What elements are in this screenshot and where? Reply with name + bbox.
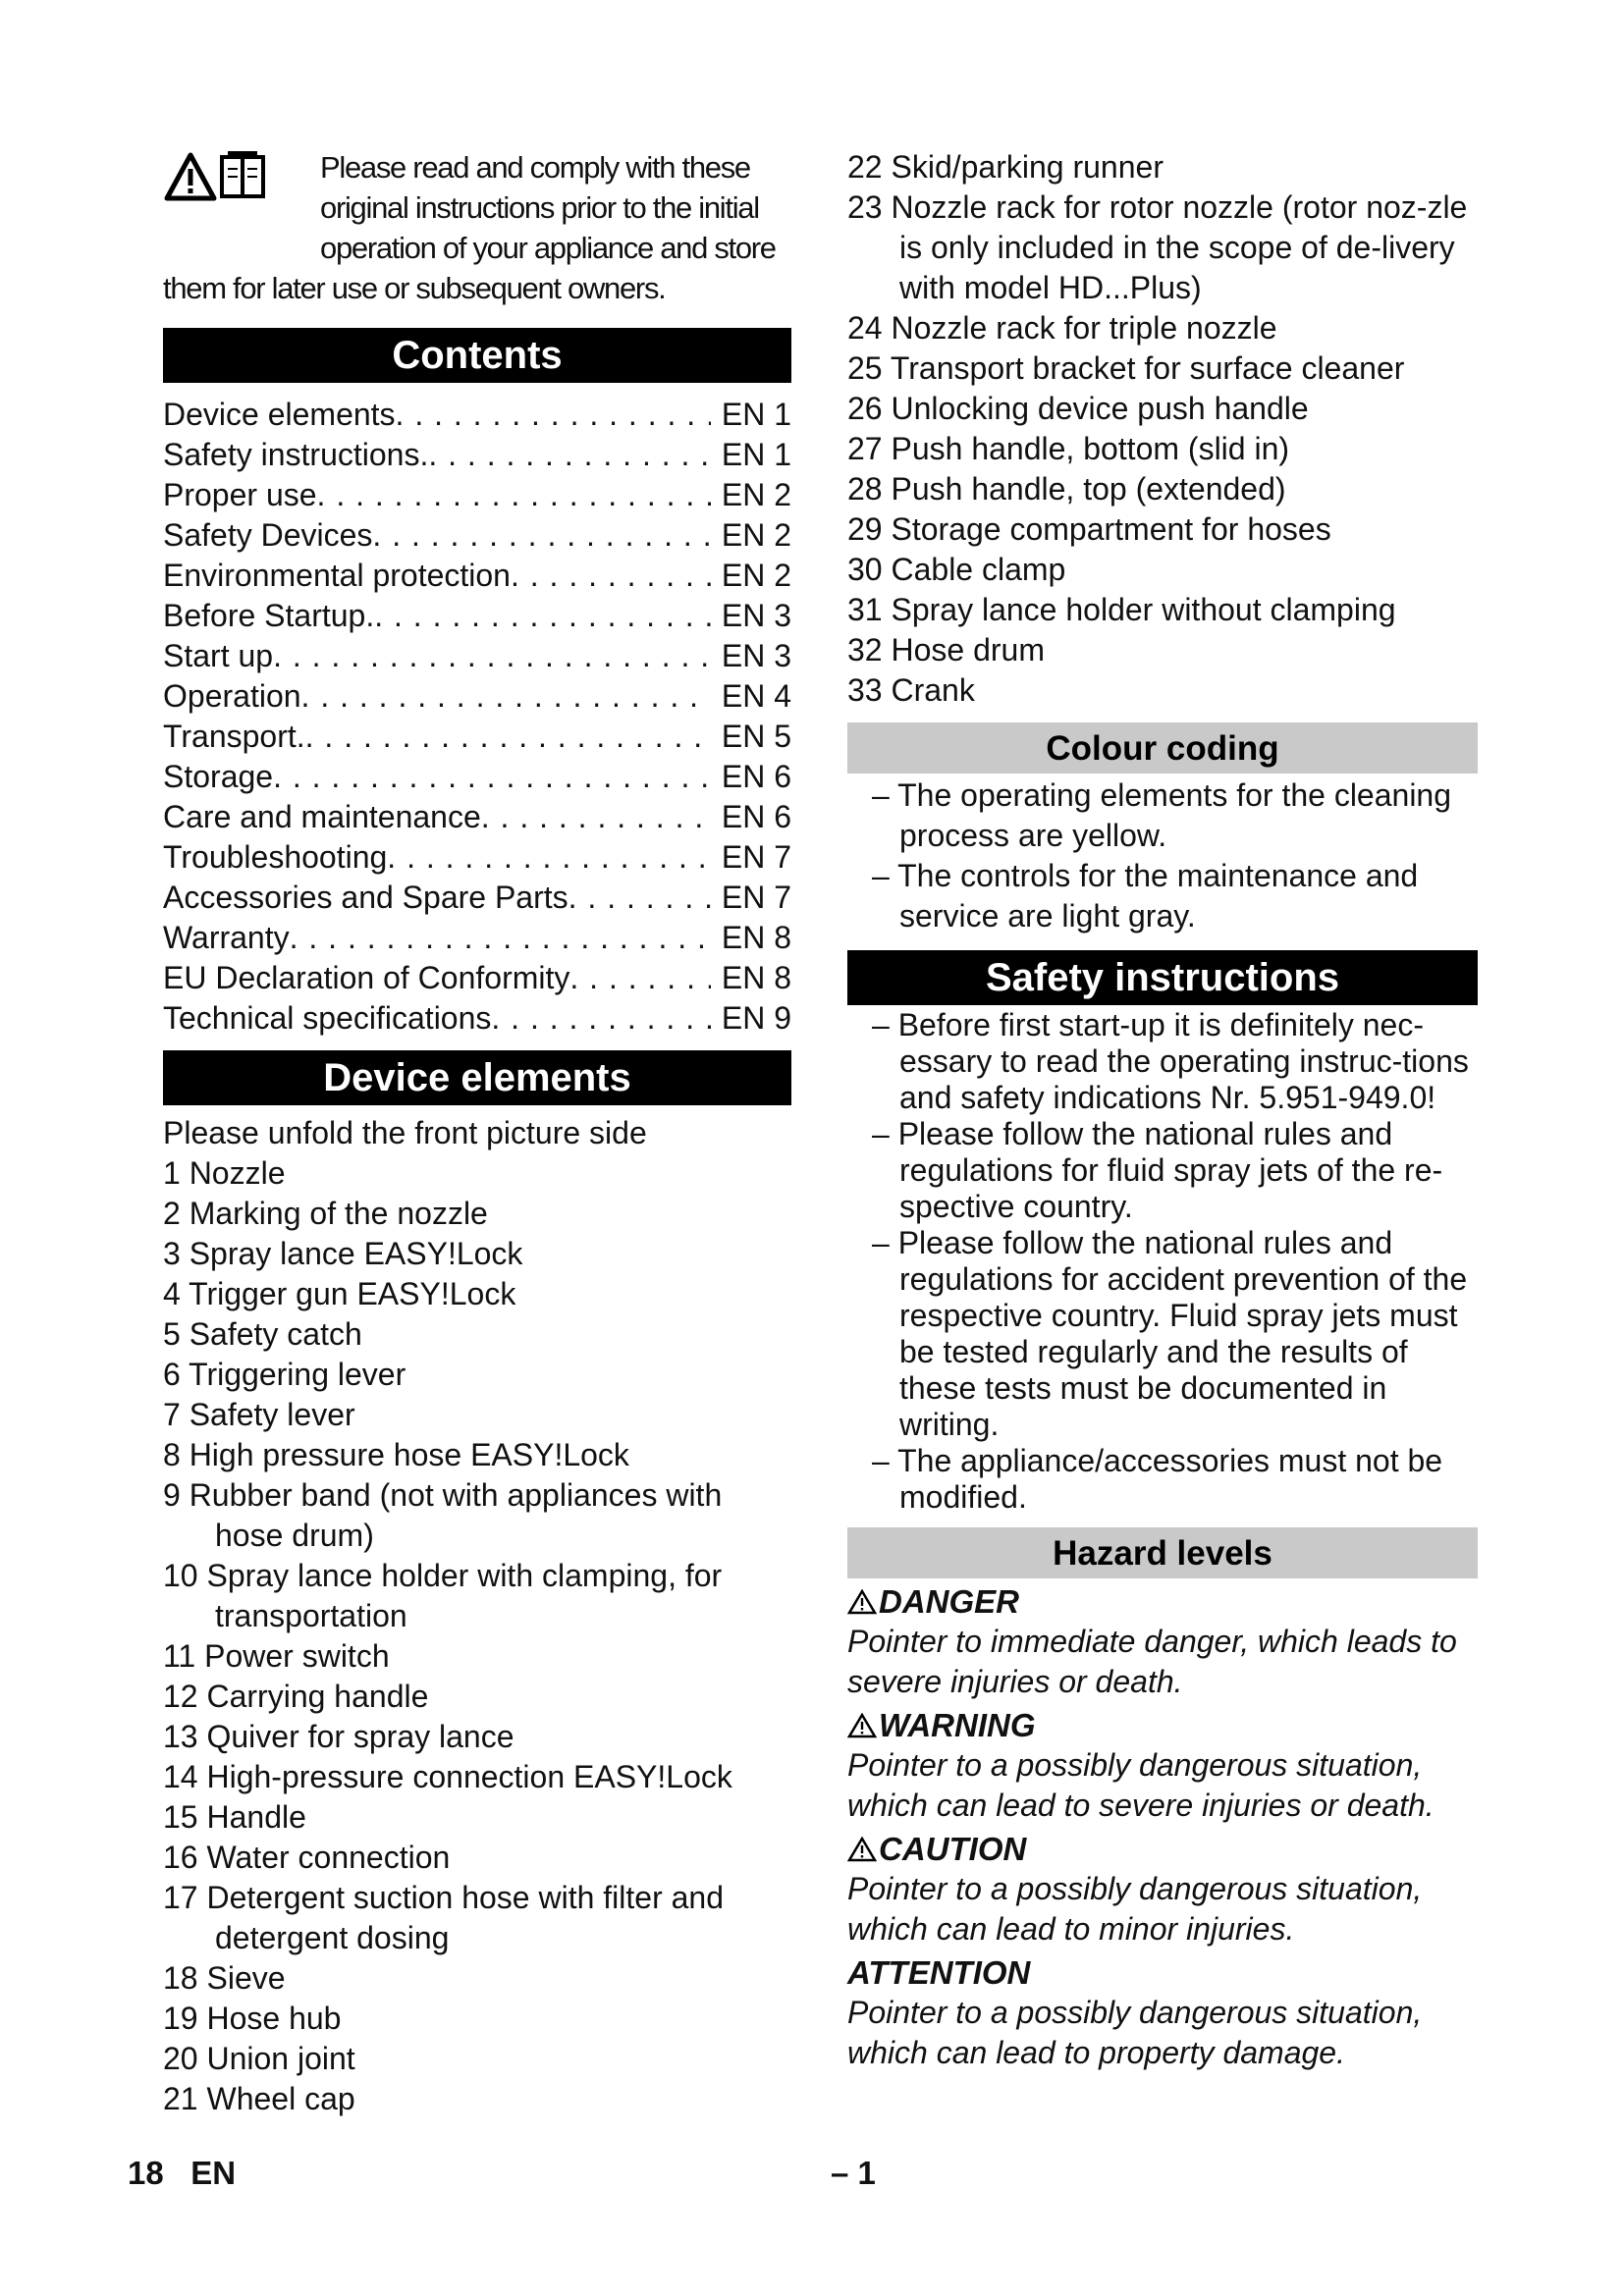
toc-entry-label: Technical specifications [163, 1000, 492, 1036]
device-element-item: 30 Cable clamp [847, 552, 1066, 587]
toc-entry-page: EN 6 [721, 759, 791, 794]
toc-entry-page: EN 4 [721, 678, 791, 714]
device-element-item: 29 Storage compartment for hoses [847, 511, 1331, 547]
hazard-level-name: ATTENTION [847, 1954, 1031, 1991]
toc-entry [163, 878, 791, 918]
toc-entry-label: Troubleshooting [163, 839, 388, 875]
toc-leader-dots [511, 556, 711, 596]
safety-instruction-item: – Please follow the national rules and regulations for accident prevention of the respective country. Fluid spray jets must be tested regularly and the results of these tests must be documented in writing. [847, 1225, 1478, 1443]
device-element-item: 2 Marking of the nozzle [163, 1196, 488, 1231]
device-element-item: 7 Safety lever [163, 1397, 355, 1432]
toc-entry-page: EN 6 [721, 799, 791, 834]
device-element-item: 11 Power switch [163, 1638, 390, 1674]
toc-entry-label: Accessories and Spare Parts [163, 880, 568, 915]
device-element-item: 19 Hose hub [163, 2001, 342, 2036]
hazard-levels-heading: Hazard levels [847, 1527, 1478, 1578]
toc-entry [163, 757, 791, 797]
warning-icon [167, 155, 214, 198]
toc-entry-label: Proper use [163, 477, 317, 512]
colour-coding-item: – The operating elements for the cleaning process are yellow. [847, 775, 1478, 856]
safety-instructions-list [847, 1007, 1478, 1516]
toc-entry [163, 918, 791, 958]
toc-leader-dots [568, 878, 711, 918]
toc-leader-dots [317, 475, 711, 515]
device-element-item: 24 Nozzle rack for triple nozzle [847, 310, 1277, 346]
device-element-item: 28 Push handle, top (extended) [847, 471, 1286, 507]
device-element-item: 9 Rubber band (not with appliances with hose drum) [163, 1477, 723, 1553]
toc-leader-dots [396, 395, 711, 435]
hazard-level-description: Pointer to a possibly dangerous situation, which can lead to severe injuries or death. [847, 1747, 1435, 1823]
device-element-item: 20 Union joint [163, 2041, 355, 2076]
toc-entry [163, 556, 791, 596]
manual-book-icon [222, 151, 263, 196]
toc-entry-label: Safety instructions. [163, 437, 429, 472]
device-element-item: 26 Unlocking device push handle [847, 391, 1309, 426]
toc-entry-label: Environmental protection [163, 558, 511, 593]
warning-triangle-icon [847, 1713, 877, 1738]
device-element-item: 21 Wheel cap [163, 2081, 355, 2116]
toc-entry [163, 636, 791, 676]
hazard-level-title [847, 1582, 1478, 1622]
toc-leader-dots [569, 958, 711, 998]
toc-leader-dots [387, 837, 711, 878]
device-element-item: 25 Transport bracket for surface cleaner [847, 350, 1405, 386]
toc-entry-label: Transport. [163, 719, 305, 754]
toc-entry-label: Start up [163, 638, 274, 673]
hazard-level-description: Pointer to a possibly dangerous situation, which can lead to minor injuries. [847, 1871, 1423, 1947]
toc-entry [163, 958, 791, 998]
device-element-item: 33 Crank [847, 672, 975, 708]
device-element-item: 6 Triggering lever [163, 1357, 406, 1392]
toc-entry-page: EN 1 [721, 437, 791, 472]
section-page-number: – 1 [831, 2155, 876, 2191]
device-element-item: 13 Quiver for spray lance [163, 1719, 514, 1754]
toc-leader-dots [374, 596, 711, 636]
safety-instruction-item: – The appliance/accessories must not be modified. [847, 1443, 1478, 1516]
table-of-contents [163, 395, 791, 1039]
right-column [847, 147, 1478, 2073]
left-column [163, 147, 791, 2119]
colour-coding-list [847, 775, 1478, 936]
hazard-level-description: Pointer to immediate danger, which leads to severe injuries or death. [847, 1624, 1457, 1699]
contents-heading: Contents [163, 328, 791, 383]
toc-entry-label: Device elements [163, 397, 396, 432]
toc-entry-page: EN 5 [721, 719, 791, 754]
toc-entry [163, 596, 791, 636]
toc-entry-page: EN 2 [721, 517, 791, 553]
toc-entry-page: EN 7 [721, 839, 791, 875]
warning-triangle-icon [847, 1837, 877, 1862]
toc-entry-label: Safety Devices [163, 517, 373, 553]
device-element-item: 32 Hose drum [847, 632, 1045, 667]
safety-instructions-heading: Safety instructions [847, 950, 1478, 1005]
unfold-note: Please unfold the front picture side [163, 1115, 647, 1150]
toc-leader-dots [273, 636, 711, 676]
toc-entry [163, 395, 791, 435]
toc-entry-page: EN 1 [721, 397, 791, 432]
hazard-level-name: CAUTION [879, 1831, 1027, 1867]
device-element-item: 16 Water connection [163, 1840, 451, 1875]
device-element-item: 8 High pressure hose EASY!Lock [163, 1437, 629, 1472]
colour-coding-item: – The controls for the maintenance and service are light gray. [847, 856, 1478, 936]
toc-entry-label: Storage [163, 759, 274, 794]
device-element-item: 18 Sieve [163, 1960, 286, 1996]
toc-leader-dots [491, 998, 711, 1039]
toc-leader-dots [372, 515, 711, 556]
toc-entry [163, 435, 791, 475]
read-manual-icons [163, 147, 310, 230]
device-element-item: 14 High-pressure connection EASY!Lock [163, 1759, 732, 1794]
hazard-level-name: DANGER [879, 1583, 1020, 1620]
device-element-item: 3 Spray lance EASY!Lock [163, 1236, 523, 1271]
toc-entry [163, 717, 791, 757]
warning-triangle-icon [847, 1589, 877, 1615]
device-elements-list [163, 1153, 791, 2119]
device-element-item: 4 Trigger gun EASY!Lock [163, 1276, 516, 1311]
toc-entry-page: EN 8 [721, 920, 791, 955]
colour-coding-heading: Colour coding [847, 722, 1478, 774]
toc-entry-page: EN 7 [721, 880, 791, 915]
toc-entry-page: EN 2 [721, 477, 791, 512]
safety-instruction-item: – Please follow the national rules and regulations for fluid spray jets of the re-spective country. [847, 1116, 1478, 1225]
hazard-level-description: Pointer to a possibly dangerous situation, which can lead to property damage. [847, 1995, 1423, 2070]
device-element-item: 31 Spray lance holder without clamping [847, 592, 1396, 627]
toc-entry-label: Warranty [163, 920, 290, 955]
toc-entry-page: EN 3 [721, 638, 791, 673]
toc-entry-page: EN 9 [721, 1000, 791, 1036]
toc-entry-page: EN 3 [721, 598, 791, 633]
toc-entry [163, 998, 791, 1039]
toc-leader-dots [273, 757, 711, 797]
device-element-item: 27 Push handle, bottom (slid in) [847, 431, 1290, 466]
device-element-item: 23 Nozzle rack for rotor nozzle (rotor noz-zle is only included in the scope of de-livery with model HD...Plus) [847, 189, 1468, 305]
toc-entry [163, 837, 791, 878]
device-element-item: 22 Skid/parking runner [847, 149, 1164, 185]
device-element-item: 15 Handle [163, 1799, 306, 1835]
toc-entry [163, 515, 791, 556]
toc-leader-dots [428, 435, 711, 475]
toc-entry-label: EU Declaration of Conformity [163, 960, 570, 995]
hazard-levels-list [847, 1582, 1478, 2073]
toc-leader-dots [305, 717, 711, 757]
toc-leader-dots [301, 676, 711, 717]
device-element-item: 1 Nozzle [163, 1155, 286, 1191]
hazard-level-title [847, 1953, 1478, 1993]
safety-instruction-item: – Before first start-up it is definitely nec-essary to read the operating instruc-tions and safety indications Nr. 5.951-949.0! [847, 1007, 1478, 1116]
toc-leader-dots [290, 918, 711, 958]
intro-notice [163, 147, 791, 308]
toc-entry [163, 475, 791, 515]
device-elements-heading: Device elements [163, 1050, 791, 1105]
device-element-item: 10 Spray lance holder with clamping, for transportation [163, 1558, 723, 1633]
device-element-item: 12 Carrying handle [163, 1679, 429, 1714]
toc-entry [163, 676, 791, 717]
toc-entry-label: Operation [163, 678, 301, 714]
hazard-level-name: WARNING [879, 1707, 1036, 1743]
toc-entry-label: Care and maintenance [163, 799, 481, 834]
device-element-item: 5 Safety catch [163, 1316, 362, 1352]
toc-entry [163, 797, 791, 837]
footer-language: EN [190, 2155, 237, 2191]
toc-entry-page: EN 2 [721, 558, 791, 593]
toc-entry-label: Before Startup. [163, 598, 375, 633]
page-number: 18 [128, 2155, 164, 2191]
intro-text: Please read and comply with these original instructions prior to the initial operation of your appliance and store them for later use or subsequent owners. [163, 150, 776, 305]
device-elements-list-continued [847, 147, 1478, 711]
page-footer-left [128, 2155, 236, 2192]
hazard-level-title [847, 1706, 1478, 1745]
hazard-level-title [847, 1830, 1478, 1869]
toc-leader-dots [481, 797, 711, 837]
toc-entry-page: EN 8 [721, 960, 791, 995]
device-element-item: 17 Detergent suction hose with filter and detergent dosing [163, 1880, 724, 1955]
